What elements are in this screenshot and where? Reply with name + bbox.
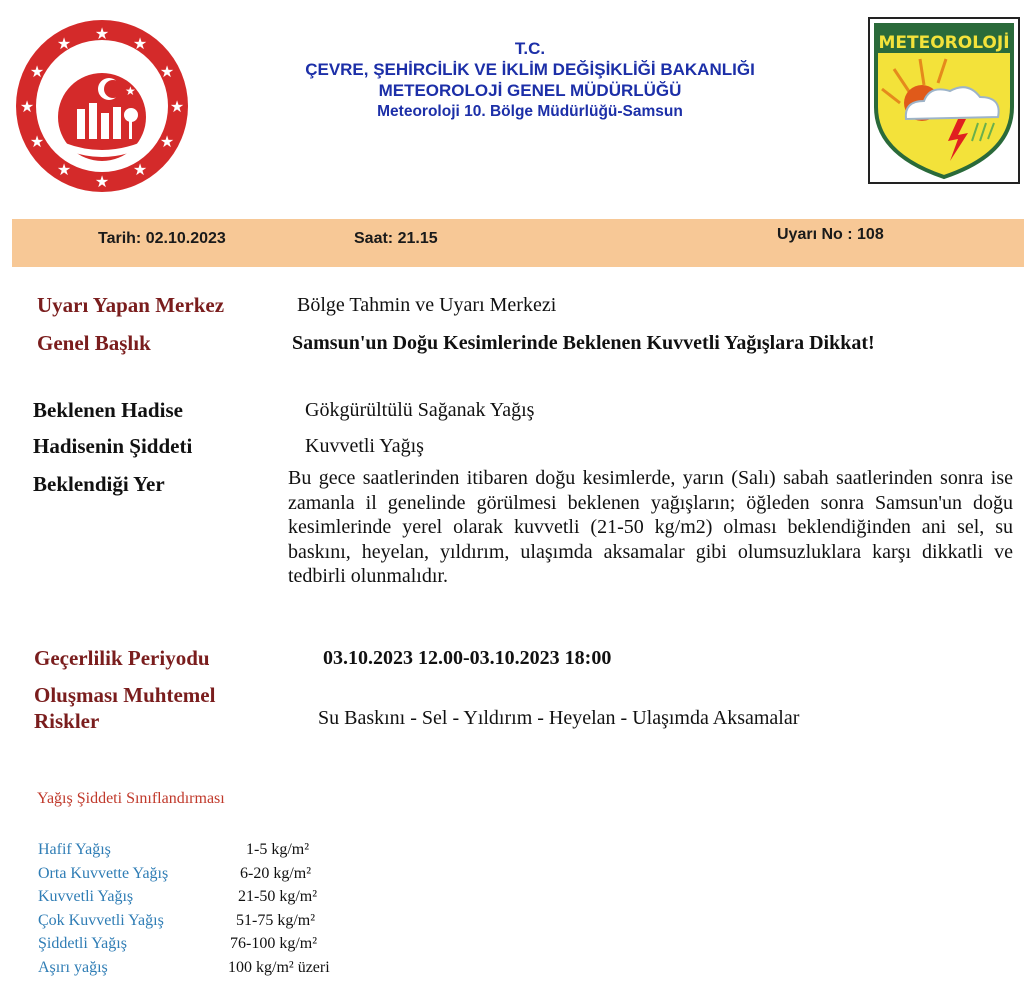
classification-range: 100 kg/m² üzeri bbox=[228, 958, 330, 976]
time-text: Saat: 21.15 bbox=[354, 230, 438, 247]
svg-text:★: ★ bbox=[159, 62, 175, 81]
classification-range: 76-100 kg/m² bbox=[230, 935, 318, 952]
svg-text:★: ★ bbox=[56, 160, 72, 179]
header-tc: T.C. bbox=[514, 39, 546, 58]
warning-number: Uyarı No : 108 bbox=[777, 226, 884, 243]
classification-range: 51-75 kg/m² bbox=[236, 911, 316, 929]
title-value: Samsun'un Doğu Kesimlerinde Beklenen Kuvvetli Yağışlara Dikkat! bbox=[292, 332, 875, 354]
classification-name: Aşırı yağış bbox=[38, 958, 108, 976]
date-band bbox=[12, 219, 1024, 267]
classification-name: Çok Kuvvetli Yağış bbox=[38, 911, 164, 929]
risks-label-line2: Riskler bbox=[34, 709, 100, 733]
svg-text:★: ★ bbox=[125, 84, 136, 98]
risks-value: Su Baskını - Sel - Yıldırım - Heyelan - Ulaşımda Aksamalar bbox=[318, 707, 800, 729]
classification-name: Şiddetli Yağış bbox=[38, 935, 127, 952]
event-label: Beklenen Hadise bbox=[33, 398, 183, 422]
validity-label: Geçerlilik Periyodu bbox=[34, 646, 210, 670]
svg-text:★: ★ bbox=[29, 132, 45, 151]
event-value: Gökgürültülü Sağanak Yağış bbox=[305, 399, 535, 421]
place-label: Beklendiği Yer bbox=[33, 472, 165, 496]
meteoroloji-logo-text: METEOROLOJİ bbox=[878, 33, 1010, 53]
validity-value: 03.10.2023 12.00-03.10.2023 18:00 bbox=[323, 647, 612, 669]
header-directorate: METEOROLOJİ GENEL MÜDÜRLÜĞÜ bbox=[378, 81, 682, 100]
date-text: Tarih: 02.10.2023 bbox=[98, 230, 226, 247]
header-region: Meteoroloji 10. Bölge Müdürlüğü-Samsun bbox=[377, 103, 683, 120]
classification-range: 21-50 kg/m² bbox=[238, 888, 318, 905]
svg-text:★: ★ bbox=[56, 34, 72, 53]
svg-text:★: ★ bbox=[159, 132, 175, 151]
classification-title: Yağış Şiddeti Sınıflandırması bbox=[37, 790, 225, 807]
classification-name: Kuvvetli Yağış bbox=[38, 888, 134, 905]
center-label: Uyarı Yapan Merkez bbox=[37, 293, 225, 317]
ministry-logo bbox=[13, 17, 191, 195]
place-value: Bu gece saatlerinden itibaren doğu kesimlerde, yarın (Salı) sabah saatlerinden sonra ise zamanla il genelinde görülmesi beklenen yağışların; öğleden sonra Samsun'un doğu kesimlerinde yerel olarak kuvvetli (21-50 kg/m2) olması beklendiğinden ani sel, su baskını, heyelan, yıldırım, ulaşımda aksamalar gibi olumsuzluklara karşı dikkatli ve tedbirli olunmalıdır. bbox=[288, 467, 1013, 587]
svg-text:★: ★ bbox=[29, 62, 45, 81]
svg-text:★: ★ bbox=[169, 97, 185, 116]
severity-label: Hadisenin Şiddeti bbox=[33, 434, 193, 458]
svg-text:★: ★ bbox=[19, 97, 35, 116]
center-value: Bölge Tahmin ve Uyarı Merkezi bbox=[297, 294, 557, 316]
classification-name: Orta Kuvvette Yağış bbox=[38, 864, 169, 882]
svg-text:★: ★ bbox=[132, 34, 148, 53]
risks-label-line1: Oluşması Muhtemel bbox=[34, 683, 216, 707]
svg-text:★: ★ bbox=[132, 160, 148, 179]
severity-value: Kuvvetli Yağış bbox=[305, 435, 424, 457]
header-ministry: ÇEVRE, ŞEHİRCİLİK VE İKLİM DEĞİŞİKLİĞİ BAKANLIĞI bbox=[305, 60, 755, 79]
classification-name: Hafif Yağış bbox=[38, 841, 111, 858]
svg-text:★: ★ bbox=[94, 24, 110, 43]
classification-range: 6-20 kg/m² bbox=[240, 864, 312, 882]
header-block bbox=[200, 38, 860, 122]
classification-range: 1-5 kg/m² bbox=[246, 841, 310, 858]
title-label: Genel Başlık bbox=[37, 331, 151, 355]
meteoroloji-logo bbox=[868, 17, 1020, 184]
svg-text:★: ★ bbox=[94, 172, 110, 191]
